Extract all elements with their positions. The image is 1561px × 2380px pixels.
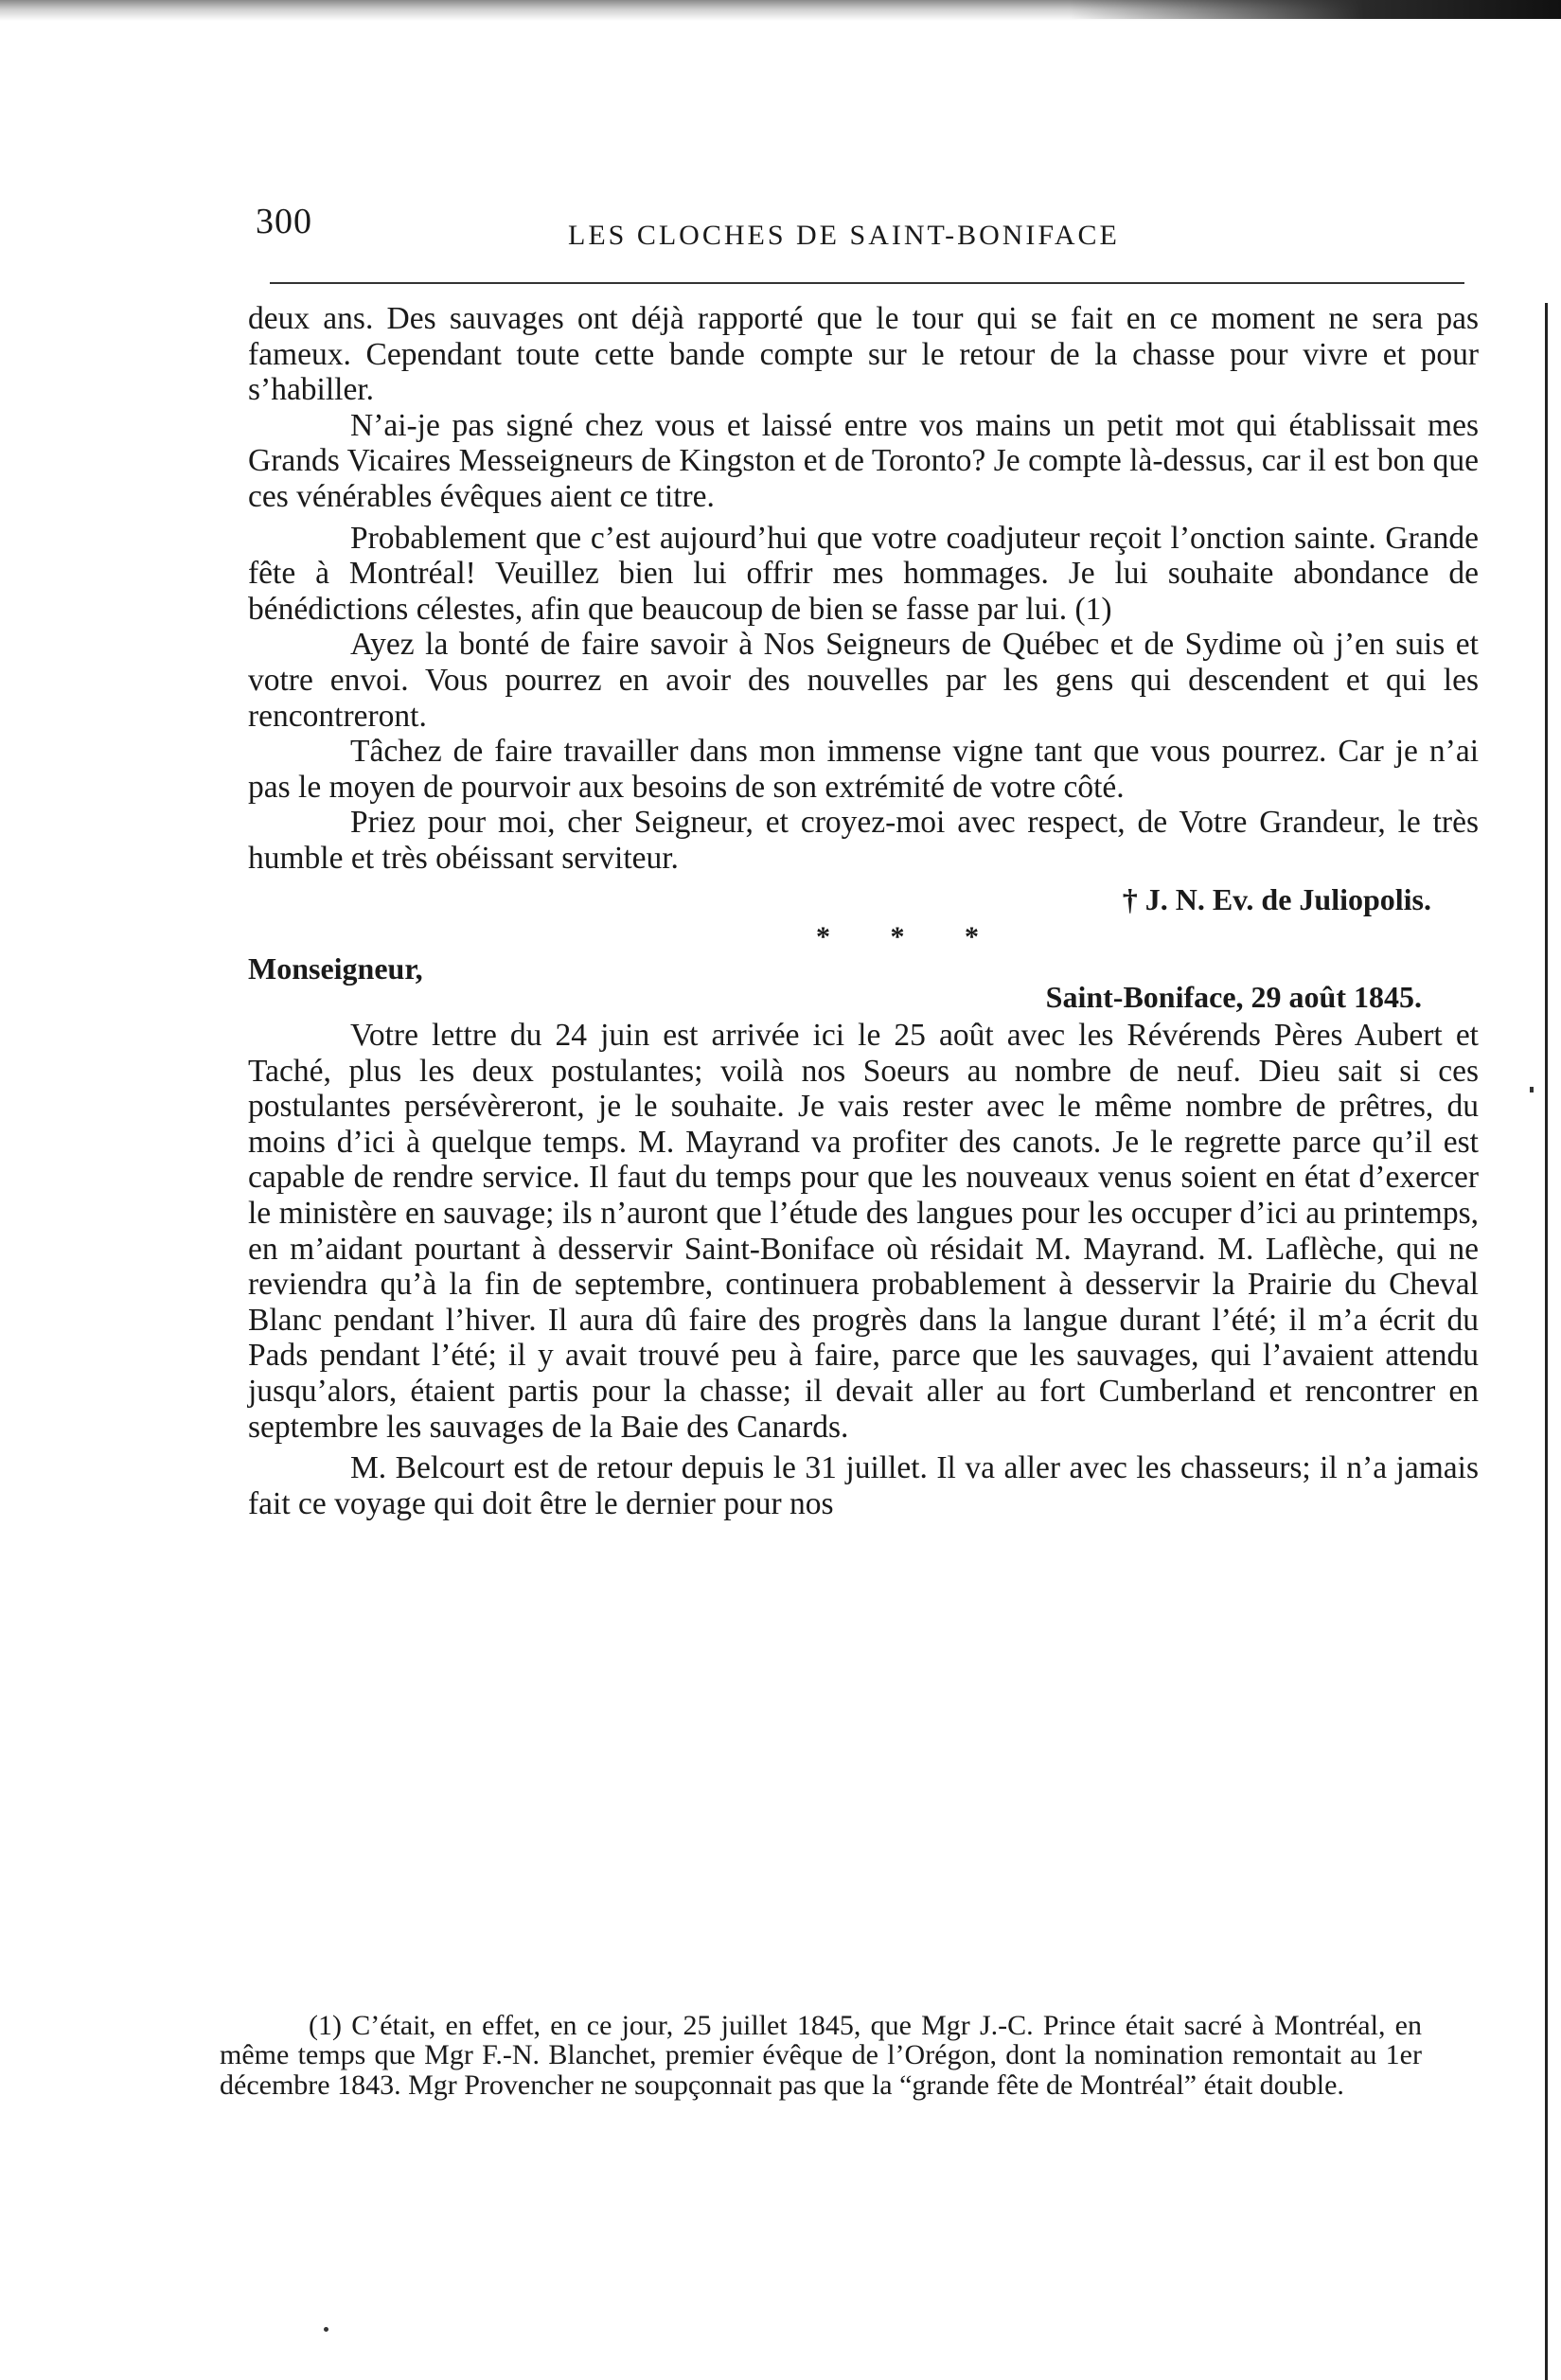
ink-speck (1530, 1087, 1534, 1092)
letter2-salutation: Monseigneur, (248, 951, 423, 986)
page-number: 300 (256, 202, 312, 241)
letter1-paragraph: Ayez la bonté de faire savoir à Nos Seigneurs de Québec et de Sydime où j’en suis et votre envoi. Vous pourrez en avoir des nouvelles par les gens qui descendent et qui les rencontreront. (248, 627, 1479, 734)
letter1-signature: † J. N. Ev. de Juliopolis. (1122, 881, 1431, 916)
letter1-paragraph: Priez pour moi, cher Seigneur, et croyez-moi avec respect, de Votre Grandeur, le très humble et très obéissant serviteur. (248, 805, 1479, 876)
letter2-heading (248, 951, 1479, 1018)
footnote (220, 2011, 1422, 2100)
section-separator: * * * (816, 921, 1005, 953)
page-right-edge-line (1545, 303, 1548, 2380)
footnote-text: (1) C’était, en effet, en ce jour, 25 juillet 1845, que Mgr J.-C. Prince était sacré à Montréal, en même temps que Mgr F.-N. Blanchet, premier évêque de l’Orégon, dont la nomination remontait au 1er décembre 1843. Mgr Provencher ne soupçonnait pas que la “grande fête de Montréal” était double. (220, 2010, 1422, 2101)
letter1-paragraph: N’ai-je pas signé chez vous et laissé entre vos mains un petit mot qui établissait mes Grands Vicaires Messeigneurs de Kingston et de Toronto? Je compte là-dessus, car il est bon que ces vénérables évêques aient ce titre. (248, 407, 1479, 514)
running-head: LES CLOCHES DE SAINT-BONIFACE (568, 220, 1120, 251)
page-top-edge-dark (1069, 0, 1561, 19)
letter1-paragraph: deux ans. Des sauvages ont déjà rapporté que le tour qui se fait en ce moment ne sera pas fameux. Cependant toute cette bande compte sur le retour de la chasse pour vivre et pour s’habiller. (248, 301, 1479, 408)
letter2-paragraph: M. Belcourt est de retour depuis le 31 juillet. Il va aller avec les chasseurs; il n’a jamais fait ce voyage qui doit être le dernier pour nos (248, 1450, 1479, 1521)
letter1-paragraph: Tâchez de faire travailler dans mon immense vigne tant que vous pourrez. Car je n’ai pas le moyen de pourvoir aux besoins de son extrémité de votre côté. (248, 734, 1479, 805)
letter1-paragraph: Probablement que c’est aujourd’hui que votre coadjuteur reçoit l’onction sainte. Grande fête à Montréal! Veuillez bien lui offrir mes hommages. Je lui souhaite abondance de bénédictions célestes, afin que beaucoup de bien se fasse par lui. (1) (248, 520, 1479, 627)
ink-speck (324, 2327, 328, 2332)
letter2-paragraph: Votre lettre du 24 juin est arrivée ici le 25 août avec les Révérends Pères Aubert et Taché, plus les deux postulantes; voilà nos Soeurs au nombre de neuf. Dieu sait si ces postulantes persévèreront, je le souhaite. Je vais rester avec le même nombre de prêtres, du moins d’ici à quelque temps. M. Mayrand va profiter des canots. Je le regrette parce qu’il est capable de rendre service. Il faut du temps pour que les nouveaux venus soient en état d’exercer le ministère en sauvage; ils n’auront que l’étude des langues pour les occuper d’ici au printemps, en m’aidant pourtant à desservir Saint-Boniface où résidait M. Mayrand. M. Laflèche, qui ne reviendra qu’à la fin de septembre, continuera probablement à desservir la Prairie du Cheval Blanc pendant l’hiver. Il aura dû faire des progrès dans la langue durant l’été; il m’a écrit du Pads pendant l’été; il y avait trouvé peu à faire, parce que les sauvages, qui l’avaient attendu jusqu’alors, étaient partis pour la chasse; il devait aller au fort Cumberland et rencontrer en septembre les sauvages de la Baie des Canards. (248, 1018, 1479, 1445)
page-body (248, 301, 1479, 1521)
letter2-dateline: Saint-Boniface, 29 août 1845. (1045, 980, 1422, 1015)
header-rule (270, 282, 1464, 284)
